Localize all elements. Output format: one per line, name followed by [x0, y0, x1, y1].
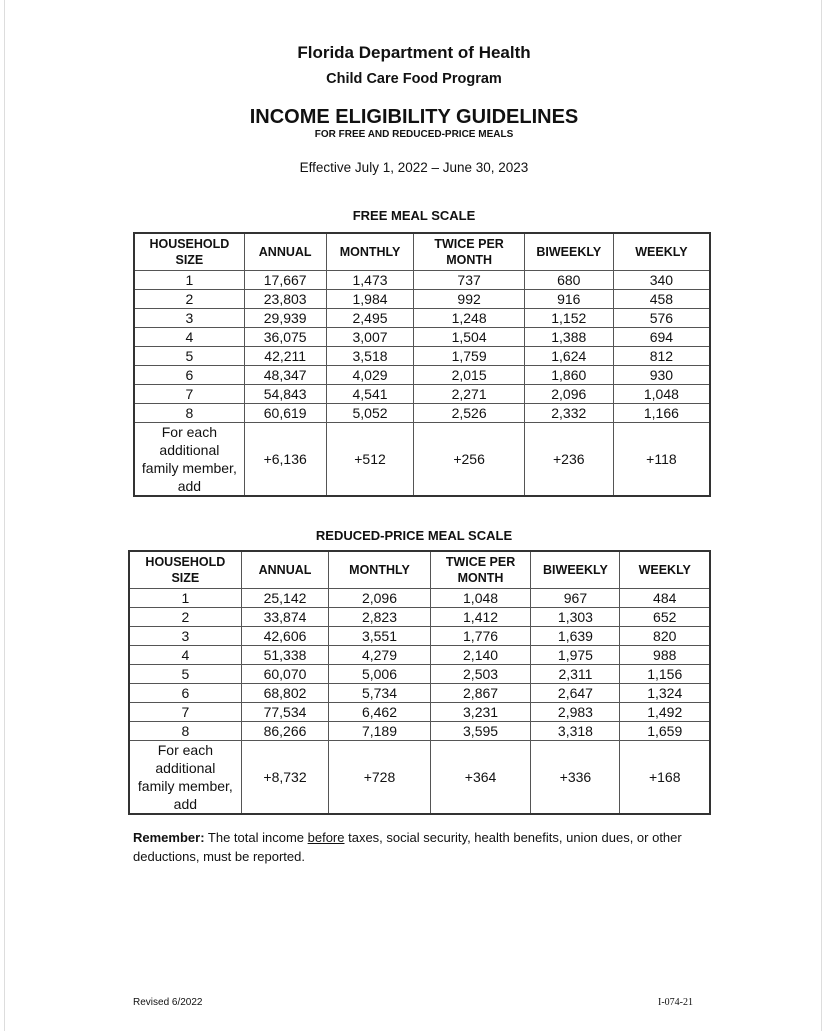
income-cell: 54,843 — [244, 385, 326, 404]
income-cell: 930 — [613, 366, 710, 385]
income-cell: +118 — [613, 423, 710, 497]
income-cell: 3,318 — [531, 722, 620, 741]
income-cell: 458 — [613, 290, 710, 309]
household-size-cell: 6 — [129, 684, 241, 703]
income-cell: 2,332 — [524, 404, 613, 423]
income-cell: 77,534 — [241, 703, 329, 722]
column-header: MONTHLY — [329, 551, 430, 589]
income-cell: 2,503 — [430, 665, 531, 684]
income-cell: +256 — [414, 423, 524, 497]
income-cell: 340 — [613, 271, 710, 290]
income-cell: 1,152 — [524, 309, 613, 328]
income-cell: 967 — [531, 589, 620, 608]
income-cell: 29,939 — [244, 309, 326, 328]
income-cell: 2,495 — [326, 309, 414, 328]
table-row — [129, 722, 710, 741]
income-cell: 1,048 — [430, 589, 531, 608]
income-cell: 33,874 — [241, 608, 329, 627]
income-cell: 680 — [524, 271, 613, 290]
column-header: TWICE PER MONTH — [414, 233, 524, 271]
income-cell: +168 — [620, 741, 710, 815]
income-cell: 1,473 — [326, 271, 414, 290]
income-cell: 42,211 — [244, 347, 326, 366]
page-subtitle: FOR FREE AND REDUCED-PRICE MEALS — [314, 129, 514, 140]
column-header: ANNUAL — [241, 551, 329, 589]
income-cell: 42,606 — [241, 627, 329, 646]
income-cell: +512 — [326, 423, 414, 497]
column-header: WEEKLY — [613, 233, 710, 271]
income-cell: +6,136 — [244, 423, 326, 497]
income-cell: 1,639 — [531, 627, 620, 646]
form-id: I-074-21 — [658, 997, 693, 1008]
income-cell: 2,096 — [329, 589, 430, 608]
table-row — [129, 703, 710, 722]
household-size-cell: 4 — [134, 328, 244, 347]
household-size-cell: 5 — [129, 665, 241, 684]
header-row — [129, 551, 710, 589]
household-size-cell: For each additional family member, add — [134, 423, 244, 497]
income-cell: 6,462 — [329, 703, 430, 722]
household-size-cell: 3 — [134, 309, 244, 328]
column-header: BIWEEKLY — [531, 551, 620, 589]
table-row — [129, 646, 710, 665]
income-cell: 988 — [620, 646, 710, 665]
table-row — [129, 589, 710, 608]
household-size-cell: 7 — [129, 703, 241, 722]
column-header: MONTHLY — [326, 233, 414, 271]
income-cell: +8,732 — [241, 741, 329, 815]
income-cell: 1,624 — [524, 347, 613, 366]
income-cell: 1,504 — [414, 328, 524, 347]
household-size-cell: 2 — [129, 608, 241, 627]
income-cell: 694 — [613, 328, 710, 347]
income-cell: 60,619 — [244, 404, 326, 423]
org-name: Florida Department of Health — [297, 43, 531, 62]
table-row — [129, 665, 710, 684]
income-cell: 1,412 — [430, 608, 531, 627]
household-size-cell: 3 — [129, 627, 241, 646]
income-cell: 2,823 — [329, 608, 430, 627]
household-size-cell: For each additional family member, add — [129, 741, 241, 815]
income-cell: 3,007 — [326, 328, 414, 347]
column-header: TWICE PER MONTH — [430, 551, 531, 589]
additional-member-row — [134, 423, 710, 497]
income-cell: +364 — [430, 741, 531, 815]
income-cell: 1,166 — [613, 404, 710, 423]
effective-dates: Effective July 1, 2022 – June 30, 2023 — [299, 160, 529, 175]
income-cell: 992 — [414, 290, 524, 309]
header-row — [134, 233, 710, 271]
income-cell: 1,156 — [620, 665, 710, 684]
income-cell: 2,140 — [430, 646, 531, 665]
income-cell: 23,803 — [244, 290, 326, 309]
income-cell: 3,551 — [329, 627, 430, 646]
income-cell: 1,388 — [524, 328, 613, 347]
program-name: Child Care Food Program — [326, 71, 502, 87]
income-cell: 2,867 — [430, 684, 531, 703]
income-cell: 1,984 — [326, 290, 414, 309]
note-label: Remember: — [133, 830, 205, 845]
income-cell: 2,311 — [531, 665, 620, 684]
income-cell: 36,075 — [244, 328, 326, 347]
income-cell: 3,595 — [430, 722, 531, 741]
income-cell: +236 — [524, 423, 613, 497]
income-cell: 812 — [613, 347, 710, 366]
income-cell: 1,860 — [524, 366, 613, 385]
income-cell: 51,338 — [241, 646, 329, 665]
income-cell: 1,492 — [620, 703, 710, 722]
income-cell: 7,189 — [329, 722, 430, 741]
income-cell: 5,052 — [326, 404, 414, 423]
household-size-cell: 4 — [129, 646, 241, 665]
table-row — [134, 347, 710, 366]
page-title: INCOME ELIGIBILITY GUIDELINES — [249, 106, 579, 128]
table-row — [134, 404, 710, 423]
income-cell: 68,802 — [241, 684, 329, 703]
table-row — [129, 684, 710, 703]
income-cell: 820 — [620, 627, 710, 646]
income-cell: +728 — [329, 741, 430, 815]
note-emphasis: before — [307, 830, 345, 845]
income-cell: 1,975 — [531, 646, 620, 665]
income-cell: 48,347 — [244, 366, 326, 385]
household-size-cell: 6 — [134, 366, 244, 385]
free-scale-caption: FREE MEAL SCALE — [352, 208, 476, 223]
column-header: HOUSEHOLD SIZE — [134, 233, 244, 271]
note-text: The total income — [204, 830, 308, 845]
income-cell: 25,142 — [241, 589, 329, 608]
income-cell: 2,647 — [531, 684, 620, 703]
table-row — [134, 290, 710, 309]
income-cell: 2,271 — [414, 385, 524, 404]
income-cell: 17,667 — [244, 271, 326, 290]
income-cell: 1,048 — [613, 385, 710, 404]
income-cell: 4,279 — [329, 646, 430, 665]
income-cell: 576 — [613, 309, 710, 328]
income-cell: 916 — [524, 290, 613, 309]
income-cell: 1,759 — [414, 347, 524, 366]
income-cell: 4,029 — [326, 366, 414, 385]
income-cell: 3,231 — [430, 703, 531, 722]
household-size-cell: 1 — [134, 271, 244, 290]
income-cell: 1,659 — [620, 722, 710, 741]
table-row — [129, 608, 710, 627]
table-row — [134, 309, 710, 328]
note-text-end: taxes, social security, health benefits, union dues, or other deductions, must be reported. — [133, 830, 682, 864]
table-row — [134, 271, 710, 290]
household-size-cell: 5 — [134, 347, 244, 366]
income-cell: 2,983 — [531, 703, 620, 722]
income-cell: 737 — [414, 271, 524, 290]
income-cell: 484 — [620, 589, 710, 608]
income-cell: 652 — [620, 608, 710, 627]
income-cell: 86,266 — [241, 722, 329, 741]
table-row — [134, 328, 710, 347]
income-cell: 2,096 — [524, 385, 613, 404]
free-meal-table — [133, 232, 711, 497]
household-size-cell: 2 — [134, 290, 244, 309]
column-header: HOUSEHOLD SIZE — [129, 551, 241, 589]
page-border — [4, 0, 822, 1031]
income-cell: 1,776 — [430, 627, 531, 646]
income-cell: 2,526 — [414, 404, 524, 423]
remember-note — [133, 828, 713, 866]
income-cell: +336 — [531, 741, 620, 815]
revised-date: Revised 6/2022 — [133, 997, 203, 1008]
income-cell: 5,006 — [329, 665, 430, 684]
income-cell: 1,248 — [414, 309, 524, 328]
reduced-scale-caption: REDUCED-PRICE MEAL SCALE — [315, 528, 513, 543]
column-header: BIWEEKLY — [524, 233, 613, 271]
column-header: ANNUAL — [244, 233, 326, 271]
table-row — [134, 385, 710, 404]
household-size-cell: 1 — [129, 589, 241, 608]
household-size-cell: 7 — [134, 385, 244, 404]
column-header: WEEKLY — [620, 551, 710, 589]
income-cell: 4,541 — [326, 385, 414, 404]
income-cell: 1,303 — [531, 608, 620, 627]
table-row — [134, 366, 710, 385]
table-row — [129, 627, 710, 646]
income-cell: 60,070 — [241, 665, 329, 684]
household-size-cell: 8 — [129, 722, 241, 741]
income-cell: 5,734 — [329, 684, 430, 703]
additional-member-row — [129, 741, 710, 815]
reduced-meal-table — [128, 550, 711, 815]
income-cell: 3,518 — [326, 347, 414, 366]
household-size-cell: 8 — [134, 404, 244, 423]
income-cell: 2,015 — [414, 366, 524, 385]
income-cell: 1,324 — [620, 684, 710, 703]
